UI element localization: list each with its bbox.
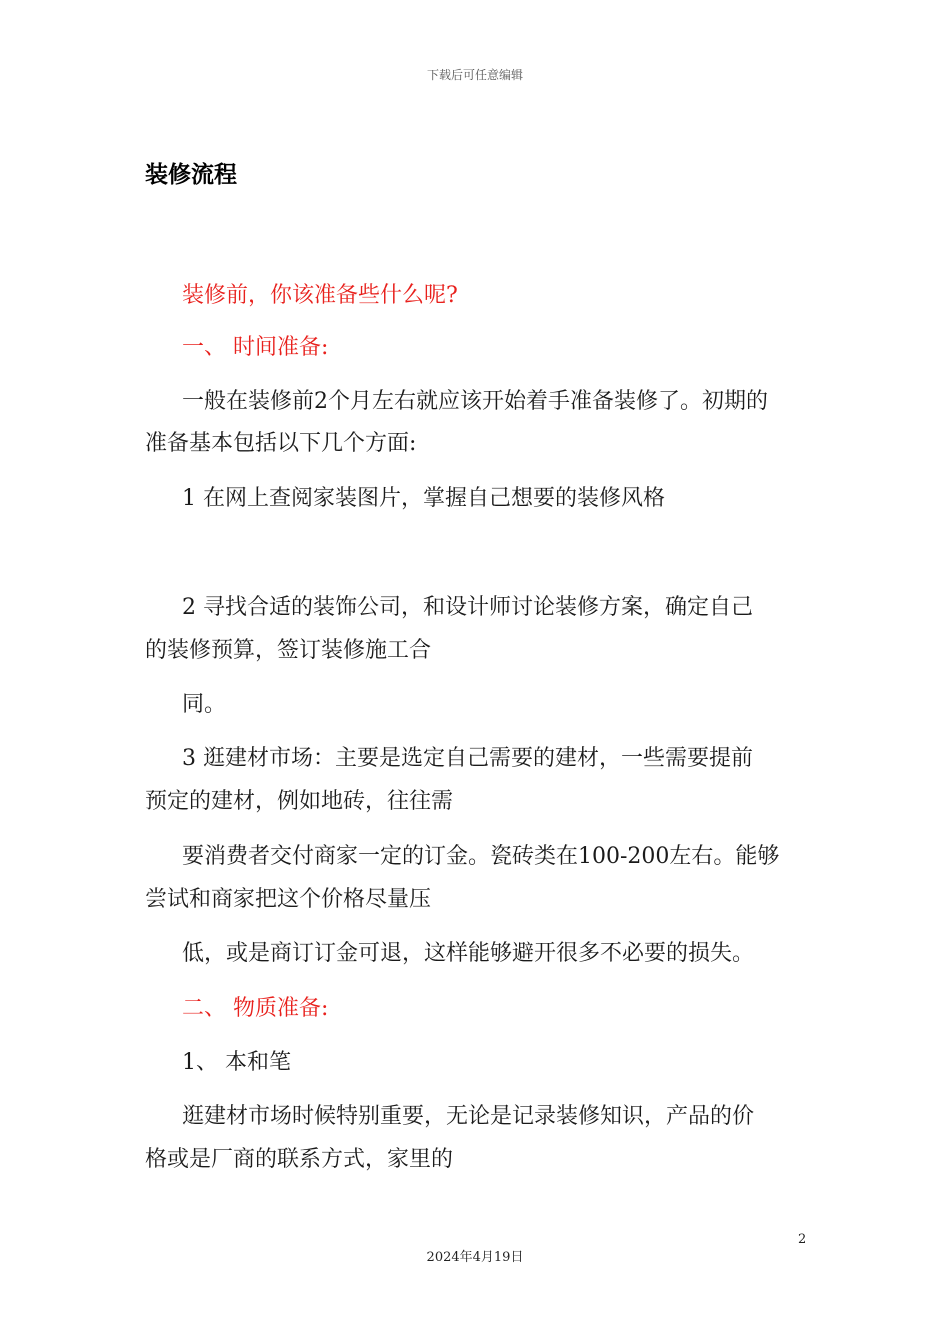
header-note: 下载后可任意编辑 bbox=[426, 68, 523, 82]
document-title: 装修流程 bbox=[145, 162, 237, 188]
list-item-2: 2 寻找合适的装饰公司，和设计师讨论装修方案，确定自己 bbox=[182, 595, 753, 620]
paragraph-line: 逛建材市场时候特别重要，无论是记录装修知识，产品的价 bbox=[182, 1104, 755, 1129]
list-item-3: 3 逛建材市场：主要是选定自己需要的建材，一些需要提前 bbox=[182, 746, 753, 771]
paragraph-line: 要消费者交付商家一定的订金。瓷砖类在100-200左右。能够 bbox=[182, 844, 780, 869]
section-intro-question: 装修前，你该准备些什么呢? bbox=[182, 283, 458, 308]
page-number: 2 bbox=[798, 1232, 807, 1247]
paragraph-line: 低，或是商订订金可退，这样能够避开很多不必要的损失。 bbox=[182, 941, 755, 966]
list-item-notebook: 1、 本和笔 bbox=[182, 1050, 291, 1075]
paragraph-line: 预定的建材，例如地砖，往往需 bbox=[145, 789, 454, 814]
list-item-1: 1 在网上查阅家装图片，掌握自己想要的装修风格 bbox=[182, 486, 665, 511]
section-heading-time: 一、 时间准备: bbox=[182, 335, 329, 360]
paragraph-line: 的装修预算，签订装修施工合 bbox=[145, 638, 432, 663]
paragraph-line: 同。 bbox=[182, 692, 227, 717]
paragraph-line: 格或是厂商的联系方式，家里的 bbox=[145, 1147, 454, 1172]
paragraph-line: 准备基本包括以下几个方面: bbox=[145, 431, 417, 456]
paragraph-line: 一般在装修前2个月左右就应该开始着手准备装修了。初期的 bbox=[182, 389, 768, 414]
paragraph-line: 尝试和商家把这个价格尽量压 bbox=[145, 887, 432, 912]
footer-date: 2024年4月19日 bbox=[426, 1250, 524, 1265]
section-heading-materials: 二、 物质准备: bbox=[182, 996, 329, 1021]
